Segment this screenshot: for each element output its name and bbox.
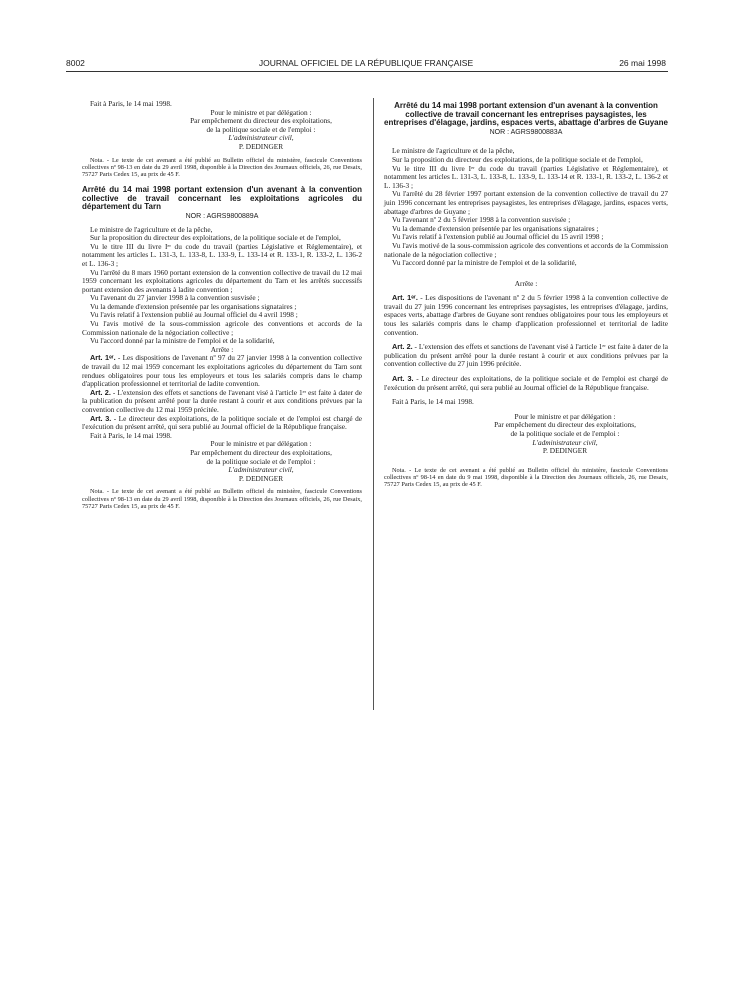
nor-reference: NOR : AGRS9800889A [185,212,259,220]
paragraph: Sur la proposition du directeur des exploitations, de la politique sociale et de l'emploi, [392,154,643,164]
journal-title: JOURNAL OFFICIEL DE LA RÉPUBLIQUE FRANÇAISE [258,58,474,68]
decree-title: Arrêté du 14 mai 1998 portant extension d'un avenant à la convention collective de travail concernant les exploitations agricoles du département du Tarn [82,185,362,212]
paragraph: Vu l'avis relatif à l'extension publié au Journal officiel du 15 avril 1998 ; [392,232,604,242]
signature-block [384,413,668,456]
article-text: - Les dispositions de l'avenant nº 97 du 27 janvier 1998 à la convention collective de travail du 12 mai 1959 concernant les exploitations agricoles du département du Tarn sont rendues obligatoires pour tous les employeurs et tous les salariés compris dans le champ d'application professionnel et territorial de ladite convention. [82,353,363,389]
nota: Nota. - Le texte de cet avenant a été publié au Bulletin officiel du ministère, fascicule Conventions collectives nº 98-13 en date du 29 avril 1998, disponible à la Direction des Journaux officiels, 26, rue Desaix, 75727 Paris Cedex 15, au prix de 45 F. [82,488,362,510]
article-label: Art. 2. [90,387,111,397]
signature-name: P. DEDINGER [238,473,284,483]
arrete-heading: Arrête : [210,344,234,354]
signature-line: Pour le ministre et par délégation : [210,107,312,117]
paragraph: Vu le titre III du livre Iᵉʳ du code du travail (parties Législative et Réglementaire), et notamment les articles L. 131-3, L. 133-8, L. 133-9, L. 133-14 et R. 133-1, R. 133-2, L. 136-2 et L. 136-3 ; [82,241,362,268]
article-label: Art. 2. [392,342,413,352]
paragraph: Vu l'accord donné par la ministre de l'emploi et de la solidarité, [90,336,275,346]
article [384,294,668,337]
paragraph: Vu l'accord donné par la ministre de l'emploi et de la solidarité, [392,258,577,268]
page-header [66,58,666,72]
paragraph: Vu la demande d'extension présentée par les organisations signataires ; [392,223,599,233]
paragraph: Le ministre de l'agriculture et de la pêche, [392,146,515,156]
paragraph: Vu la demande d'extension présentée par les organisations signataires ; [90,301,297,311]
paragraph: Vu l'avenant nº 2 du 5 février 1998 à la convention susvisée ; [392,215,571,225]
article-label: Art. 3. [392,374,414,384]
paragraph: Vu l'avenant du 27 janvier 1998 à la convention susvisée ; [90,293,260,303]
nota: Nota. - Le texte de cet avenant a été publié au Bulletin officiel du ministère, fascicule Conventions collectives nº 98-14 en date du 9 mai 1998, disponible à la Direction des Journaux officiels, 26, rue Desaix, 75727 Paris Cedex 15, au prix de 45 F. [384,466,668,489]
paragraph: Vu l'avis motivé de la sous-commission agricole des conventions et accords de la Commission nationale de la négociation collective ; [82,319,362,337]
left-column [82,100,362,510]
recitals [82,226,362,346]
signature-line: L'administrateur civil, [228,133,294,143]
page-number: 8002 [66,58,85,68]
article-text: - L'extension des effets et sanctions de l'avenant visé à l'article 1ᵉʳ est faite à dater de la publication du présent arrêté pour la durée restant à courir et aux conditions prévues par la convention collective du 27 juin 1996 précitée. [384,342,668,369]
signature-line: Pour le ministre et par délégation : [210,439,312,449]
article [82,354,362,388]
issue-date: 26 mai 1998 [619,58,666,68]
signature-line: Pour le ministre et par délégation : [514,411,616,421]
signature-line: L'administrateur civil, [228,465,294,475]
column-divider [373,98,374,710]
nota: Nota. - Le texte de cet avenant a été publié au Bulletin officiel du ministère, fascicule Conventions collectives nº 98-13 en date du 29 avril 1998, disponible à la Direction des Journaux officiels, 26, rue Desaix, 75727 Paris Cedex 15, au prix de 45 F. [82,156,362,178]
signature-place: Fait à Paris, le 14 mai 1998. [90,430,172,440]
signature-place: Fait à Paris, le 14 mai 1998. [392,397,474,407]
article-label: Art. 1ᵉʳ. [90,353,116,363]
signature-line: Par empêchement du directeur des exploitations, [190,447,332,457]
paragraph: Vu l'avis motivé de la sous-commission agricole des conventions et accords de la Commission nationale de la négociation collective ; [384,240,668,259]
signature-block [82,109,362,152]
header-rule [66,71,668,72]
article [384,343,668,369]
article-label: Art. 1ᵉʳ. [392,293,418,303]
paragraph: Vu le titre III du livre Iᵉʳ du code du travail (parties Législative et Réglementaire), et notamment les articles L. 131-3, L. 133-8, L. 133-9, L. 133-14 et R. 133-1, R. 133-2, L. 136-2 et L. 136-3 ; [384,163,668,190]
article [384,375,668,392]
nor-reference: NOR : AGRS9800883A [489,128,563,136]
paragraph: Vu l'arrêté du 28 février 1997 portant extension de la convention collective de travail du 27 juin 1996 concernant les entreprises paysagistes, les entreprises d'élagage, jardins, espaces verts, abattage d'arbres de Guyane ; [384,189,668,216]
article-text: - Le directeur des exploitations, de la politique sociale et de l'emploi est chargé de l'exécution du présent arrêté, qui sera publié au Journal officiel de la République française. [384,374,668,392]
paragraph: Sur la proposition du directeur des exploitations, de la politique sociale et de l'emploi, [90,233,341,243]
signature-name: P. DEDINGER [542,446,588,456]
decree-title: Arrêté du 14 mai 1998 portant extension d'un avenant à la convention collective de travail concernant les entreprises paysagistes, les entreprises d'élagage, jardins, espaces verts, abattage d'arbres de Guyane [384,101,668,128]
recitals [384,147,668,267]
arrete-heading: Arrête : [514,278,538,288]
signature-line: de la politique sociale et de l'emploi : [510,429,620,438]
paragraph: Vu l'avis relatif à l'extension publié au Journal officiel du 4 avril 1998 ; [90,310,298,320]
signature-line: Par empêchement du directeur des exploitations, [494,420,636,430]
article-text: - L'extension des effets et sanctions de l'avenant visé à l'article 1ᵉʳ est faite à dater de la publication du présent arrêté pour la durée restant à courir et aux conditions prévues par la convention collective du 12 mai 1959 précitée. [82,387,363,415]
article-text: - Le directeur des exploitations, de la politique sociale et de l'emploi est chargé de l'exécution du présent arrêté, qui sera publié au Journal officiel de la République française. [82,413,362,432]
article-text: - Les dispositions de l'avenant nº 2 du 5 février 1998 à la convention collective de travail du 27 juin 1996 concernant les entreprises paysagistes, les entreprises d'élagage, jardins, espaces verts, abattage d'arbres de Guyane sont rendues obligatoires pour tous les employeurs et tous les salariés compris dans le champ d'application professionnel et territorial de ladite convention. [384,293,668,337]
right-column [384,102,668,488]
signature-block [82,440,362,483]
paragraph: Le ministre de l'agriculture et de la pêche, [90,224,213,234]
signature-line: de la politique sociale et de l'emploi : [206,456,316,466]
article-label: Art. 3. [90,413,112,423]
signature-name: P. DEDINGER [238,141,284,151]
signature-place: Fait à Paris, le 14 mai 1998. [90,99,172,108]
signature-line: Par empêchement du directeur des exploitations, [190,116,332,126]
article [82,415,362,432]
signature-line: de la politique sociale et de l'emploi : [206,124,316,134]
signature-line: L'administrateur civil, [532,437,598,447]
paragraph: Vu l'arrêté du 8 mars 1960 portant extension de la convention collective de travail du 12 mai 1959 concernant les exploitations agricoles du département du Tarn et les arrêtés successifs portant extension des avenants à ladite convention ; [82,267,362,294]
article [82,389,362,415]
